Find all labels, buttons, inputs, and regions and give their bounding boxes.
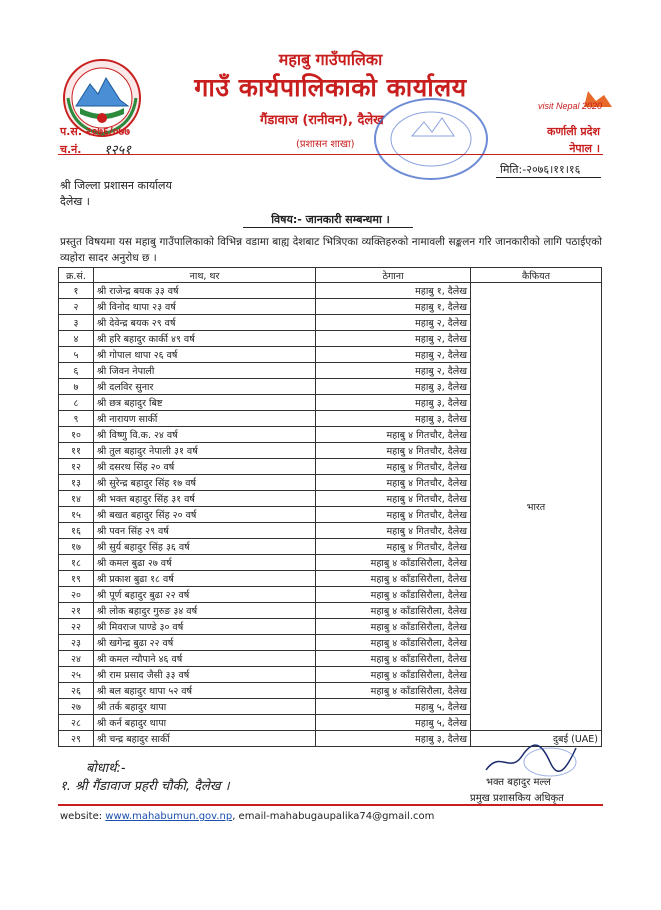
email-text: , email-mahabugaupalika74@gmail.com bbox=[232, 811, 435, 822]
row-name: श्री देवेन्द्र बयक २९ वर्ष bbox=[94, 315, 316, 331]
website-label: website: bbox=[60, 811, 103, 822]
row-name: श्री चन्द्र बहादुर सार्की bbox=[94, 731, 316, 747]
dispatch-label: च.नं. bbox=[60, 143, 82, 156]
row-serial: २५ bbox=[59, 667, 94, 683]
row-address: महाबु ४ गितचौर, दैलेख bbox=[316, 523, 471, 539]
col-header-remarks: कैफियत bbox=[471, 268, 602, 283]
remark-india: भारत bbox=[471, 283, 602, 731]
cc-line1: १. श्री गैंडावाज प्रहरी चौकी, दैलेख । bbox=[60, 779, 230, 794]
row-serial: २ bbox=[59, 299, 94, 315]
row-serial: २७ bbox=[59, 699, 94, 715]
row-address: महाबु ३, दैलेख bbox=[316, 395, 471, 411]
row-address: महाबु ४ गितचौर, दैलेख bbox=[316, 459, 471, 475]
row-address: महाबु ५, दैलेख bbox=[316, 699, 471, 715]
municipality-name: महाबु गाउँपालिका bbox=[278, 50, 383, 69]
row-name: श्री तर्क बहादुर थापा bbox=[94, 699, 316, 715]
row-serial: १० bbox=[59, 427, 94, 443]
row-serial: १ bbox=[59, 283, 94, 299]
row-name: श्री बखत बहादुर सिंह २० वर्ष bbox=[94, 507, 316, 523]
office-location: गैंडावाज (रानीवन), दैलेख bbox=[260, 113, 384, 128]
row-serial: २८ bbox=[59, 715, 94, 731]
table-row bbox=[59, 283, 602, 299]
row-address: महाबु ४ काँडासिरौला, दैलेख bbox=[316, 603, 471, 619]
row-address: महाबु २, दैलेख bbox=[316, 331, 471, 347]
row-address: महाबु २, दैलेख bbox=[316, 315, 471, 331]
addressee-line2: दैलेख । bbox=[60, 195, 90, 208]
letter-date: मिति:-२०७६।११।१६ bbox=[500, 163, 581, 176]
remark-uae: दुबई (UAE) bbox=[471, 731, 602, 747]
row-serial: २९ bbox=[59, 731, 94, 747]
table-header-row bbox=[59, 268, 602, 283]
date-underline bbox=[496, 177, 601, 178]
row-address: महाबु ३, दैलेख bbox=[316, 411, 471, 427]
row-name: श्री विष्णु वि.क. २४ वर्ष bbox=[94, 427, 316, 443]
row-name: श्री विनोद थापा २३ वर्ष bbox=[94, 299, 316, 315]
returnee-table bbox=[58, 267, 602, 747]
row-address: महाबु १, दैलेख bbox=[316, 299, 471, 315]
addressee-line1: श्री जिल्ला प्रशासन कार्यालय bbox=[60, 179, 172, 192]
province-name: कर्णाली प्रदेश bbox=[547, 125, 600, 138]
row-serial: १३ bbox=[59, 475, 94, 491]
row-name: श्री राम प्रसाद जैसी ३३ वर्ष bbox=[94, 667, 316, 683]
body-paragraph: प्रस्तुत विषयमा यस महाबु गाउँपालिकाको विभिन्न वडामा बाह्य देशबाट भित्रिएका व्यक्तिहरुको नामावली सङ्कलन गरि जानकारीको लागि पठाईएको व्यहोरा सादर अनुरोध छ । bbox=[60, 236, 602, 264]
row-serial: १९ bbox=[59, 571, 94, 587]
row-name: श्री गोपाल थापा २६ वर्ष bbox=[94, 347, 316, 363]
row-name: श्री खगेन्द्र बुढा २२ वर्ष bbox=[94, 635, 316, 651]
visit-nepal-logo bbox=[538, 87, 614, 117]
row-name: श्री छत्र बहादुर बिष्ट bbox=[94, 395, 316, 411]
row-name: श्री नारायण सार्की bbox=[94, 411, 316, 427]
row-name: श्री पूर्ण बहादुर बुढा २२ वर्ष bbox=[94, 587, 316, 603]
row-address: महाबु ४ काँडासिरौला, दैलेख bbox=[316, 619, 471, 635]
row-serial: ९ bbox=[59, 411, 94, 427]
subject-line: विषय:- जानकारी सम्बन्धमा । bbox=[271, 213, 390, 226]
row-name: श्री कर्न बहादुर थापा bbox=[94, 715, 316, 731]
row-address: महाबु ४ गितचौर, दैलेख bbox=[316, 539, 471, 555]
row-serial: १६ bbox=[59, 523, 94, 539]
row-address: महाबु ४ गितचौर, दैलेख bbox=[316, 507, 471, 523]
row-serial: १५ bbox=[59, 507, 94, 523]
row-serial: १८ bbox=[59, 555, 94, 571]
cc-label: बोधार्थ:- bbox=[86, 761, 126, 776]
dispatch-number: १२५१ bbox=[104, 143, 132, 158]
row-serial: ६ bbox=[59, 363, 94, 379]
row-name: श्री दसरथ सिंह २० वर्ष bbox=[94, 459, 316, 475]
row-name: श्री भक्त बहादुर सिंह ३१ वर्ष bbox=[94, 491, 316, 507]
row-serial: ११ bbox=[59, 443, 94, 459]
country-name: नेपाल । bbox=[569, 142, 600, 155]
row-address: महाबु ५, दैलेख bbox=[316, 715, 471, 731]
row-address: महाबु ३, दैलेख bbox=[316, 379, 471, 395]
header-divider bbox=[58, 154, 603, 155]
row-name: श्री बल बहादुर थापा ५२ वर्ष bbox=[94, 683, 316, 699]
row-serial: २६ bbox=[59, 683, 94, 699]
row-name: श्री प्रकाश बुढा १८ वर्ष bbox=[94, 571, 316, 587]
row-name: श्री मिवराज पाण्डे ३० वर्ष bbox=[94, 619, 316, 635]
col-header-sn: क्र.सं. bbox=[59, 268, 94, 283]
row-address: महाबु ४ गितचौर, दैलेख bbox=[316, 427, 471, 443]
signatory-title: प्रमुख प्रशासकिय अधिकृत bbox=[470, 793, 564, 804]
row-address: महाबु ४ गितचौर, दैलेख bbox=[316, 475, 471, 491]
row-serial: २३ bbox=[59, 635, 94, 651]
footer-divider bbox=[58, 804, 603, 806]
row-serial: २४ bbox=[59, 651, 94, 667]
row-name: श्री पवन सिंह २९ वर्ष bbox=[94, 523, 316, 539]
row-name: श्री लोक बहादुर गुरुङ ३४ वर्ष bbox=[94, 603, 316, 619]
website-link[interactable]: www.mahabumun.gov.np bbox=[105, 811, 233, 822]
col-header-name: नाथ, थर bbox=[94, 268, 316, 283]
row-serial: ७ bbox=[59, 379, 94, 395]
row-address: महाबु ४ गितचौर, दैलेख bbox=[316, 491, 471, 507]
fiscal-year: प.सं. २०७६/०७७ bbox=[60, 125, 130, 138]
row-address: महाबु ४ गितचौर, दैलेख bbox=[316, 443, 471, 459]
row-serial: ८ bbox=[59, 395, 94, 411]
subject-underline bbox=[243, 227, 413, 228]
row-serial: ४ bbox=[59, 331, 94, 347]
row-address: महाबु ३, दैलेख bbox=[316, 731, 471, 747]
row-address: महाबु ४ काँडासिरौला, दैलेख bbox=[316, 555, 471, 571]
office-stamp bbox=[372, 96, 490, 182]
row-serial: १७ bbox=[59, 539, 94, 555]
row-name: श्री राजेन्द्र बयक ३३ वर्ष bbox=[94, 283, 316, 299]
footer-contact bbox=[60, 811, 434, 822]
row-address: महाबु १, दैलेख bbox=[316, 283, 471, 299]
row-address: महाबु ४ काँडासिरौला, दैलेख bbox=[316, 587, 471, 603]
row-name: श्री सुरेन्द्र बहादुर सिंह १७ वर्ष bbox=[94, 475, 316, 491]
row-address: महाबु ४ काँडासिरौला, दैलेख bbox=[316, 635, 471, 651]
row-name: श्री कमल बुढा २७ वर्ष bbox=[94, 555, 316, 571]
row-address: महाबु ४ काँडासिरौला, दैलेख bbox=[316, 683, 471, 699]
row-name: श्री कमल न्यौपाने ४६ वर्ष bbox=[94, 651, 316, 667]
row-serial: २१ bbox=[59, 603, 94, 619]
row-serial: १२ bbox=[59, 459, 94, 475]
row-serial: २० bbox=[59, 587, 94, 603]
row-serial: १४ bbox=[59, 491, 94, 507]
row-name: श्री सुर्य बहादुर सिंह ३६ वर्ष bbox=[94, 539, 316, 555]
row-name: श्री तुल बहादुर नेपाली ३१ वर्ष bbox=[94, 443, 316, 459]
signatory-name: भक्त बहादुर मल्ल bbox=[486, 777, 551, 788]
row-address: महाबु २, दैलेख bbox=[316, 347, 471, 363]
row-serial: ५ bbox=[59, 347, 94, 363]
row-serial: २२ bbox=[59, 619, 94, 635]
row-serial: ३ bbox=[59, 315, 94, 331]
row-address: महाबु ४ काँडासिरौला, दैलेख bbox=[316, 571, 471, 587]
row-address: महाबु ४ काँडासिरौला, दैलेख bbox=[316, 651, 471, 667]
row-name: श्री हरि बहादुर कार्की ४९ वर्ष bbox=[94, 331, 316, 347]
office-title: गाउँ कार्यपालिकाको कार्यालय bbox=[194, 73, 467, 102]
row-address: महाबु २, दैलेख bbox=[316, 363, 471, 379]
visit-nepal-text: visit Nepal 2020 bbox=[538, 101, 603, 111]
row-name: श्री दलविर सुनार bbox=[94, 379, 316, 395]
row-name: श्री जिवन नेपाली bbox=[94, 363, 316, 379]
col-header-address: ठेगाना bbox=[316, 268, 471, 283]
section-name: (प्रशासन शाखा) bbox=[296, 139, 355, 150]
row-address: महाबु ४ काँडासिरौला, दैलेख bbox=[316, 667, 471, 683]
